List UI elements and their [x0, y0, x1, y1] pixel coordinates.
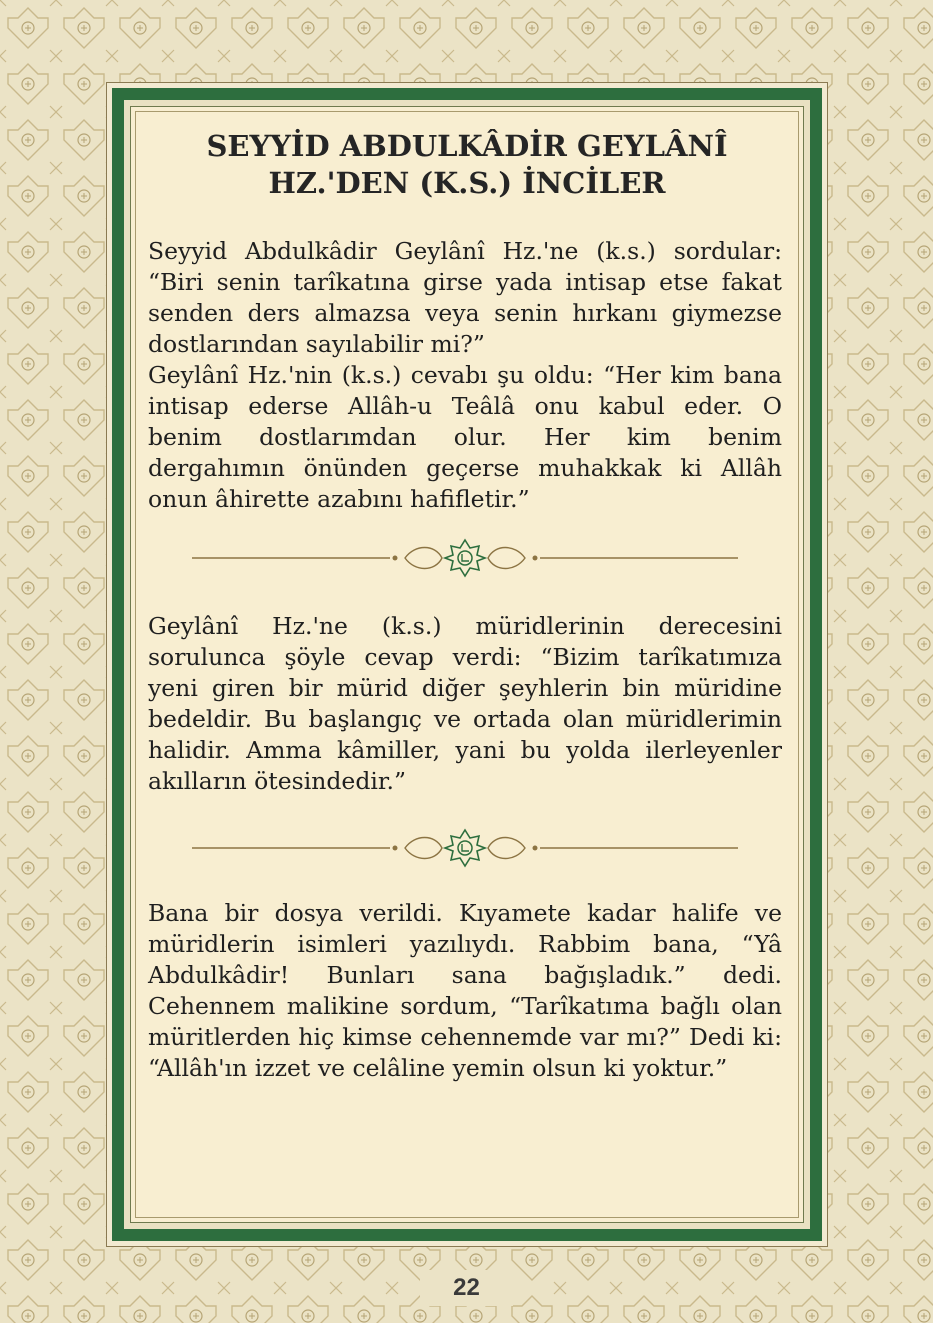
paragraph-line: müritlerden hiç kimse cehennemde var mı?” Dedi ki: [148, 1023, 782, 1051]
paragraph-line: senden ders almazsa veya senin hırkanı giymezse [148, 299, 782, 327]
floral-ornament-icon [190, 826, 740, 870]
title-line-2: HZ.'DEN (K.S.) İNCİLER [268, 166, 666, 200]
paragraph-line: akılların ötesindedir.” [148, 767, 407, 795]
paragraph-line: yeni giren bir mürid diğer şeyhlerin bin müridine [148, 674, 782, 702]
paragraph-2 [148, 611, 782, 797]
paragraph-line: Geylânî Hz.'nin (k.s.) cevabı şu oldu: “Her kim bana [148, 361, 782, 389]
paragraph-line: Geylânî Hz.'ne (k.s.) müridlerinin derecesini [148, 612, 782, 640]
paragraph-line: Bana bir dosya verildi. Kıyamete kadar halife ve [148, 899, 782, 927]
paragraph-line: sorulunca şöyle cevap verdi: “Bizim tarîkatımıza [148, 643, 782, 671]
paragraph-line: müridlerin isimleri yazılıydı. Rabbim bana, “Yâ [148, 930, 782, 958]
paragraph-line: onun âhirette azabını hafifletir.” [148, 485, 530, 513]
paragraph-line: intisap ederse Allâh-u Teâlâ onu kabul eder. O [148, 392, 782, 420]
paragraph-line: dostlarından sayılabilir mi?” [148, 330, 485, 358]
paragraph-line: halidir. Amma kâmiller, yani bu yolda ilerleyenler [148, 736, 782, 764]
paragraph-line: Seyyid Abdulkâdir Geylânî Hz.'ne (k.s.) sordular: [148, 237, 782, 265]
page-title [140, 128, 794, 202]
floral-ornament-icon [190, 536, 740, 580]
page-number: 22 [420, 1270, 513, 1306]
paragraph-line: bedeldir. Bu başlangıç ve ortada olan müridlerimin [148, 705, 782, 733]
paragraph-line: Abdulkâdir! Bunları sana bağışladık.” dedi. [148, 961, 782, 989]
paragraph-line: Cehennem malikine sordum, “Tarîkatıma bağlı olan [148, 992, 782, 1020]
paragraph-line: benim dostlarımdan olur. Her kim benim [148, 423, 782, 451]
paragraph-line: “Allâh'ın izzet ve celâline yemin olsun ki yoktur.” [148, 1054, 728, 1082]
title-line-1: SEYYİD ABDULKÂDİR GEYLÂNÎ [206, 129, 728, 163]
paragraph-line: dergahımın önünden geçerse muhakkak ki Allâh [148, 454, 782, 482]
paragraph-3 [148, 898, 782, 1084]
paragraph-line: “Biri senin tarîkatına girse yada intisap etse fakat [148, 268, 782, 296]
paragraph-1 [148, 236, 782, 515]
